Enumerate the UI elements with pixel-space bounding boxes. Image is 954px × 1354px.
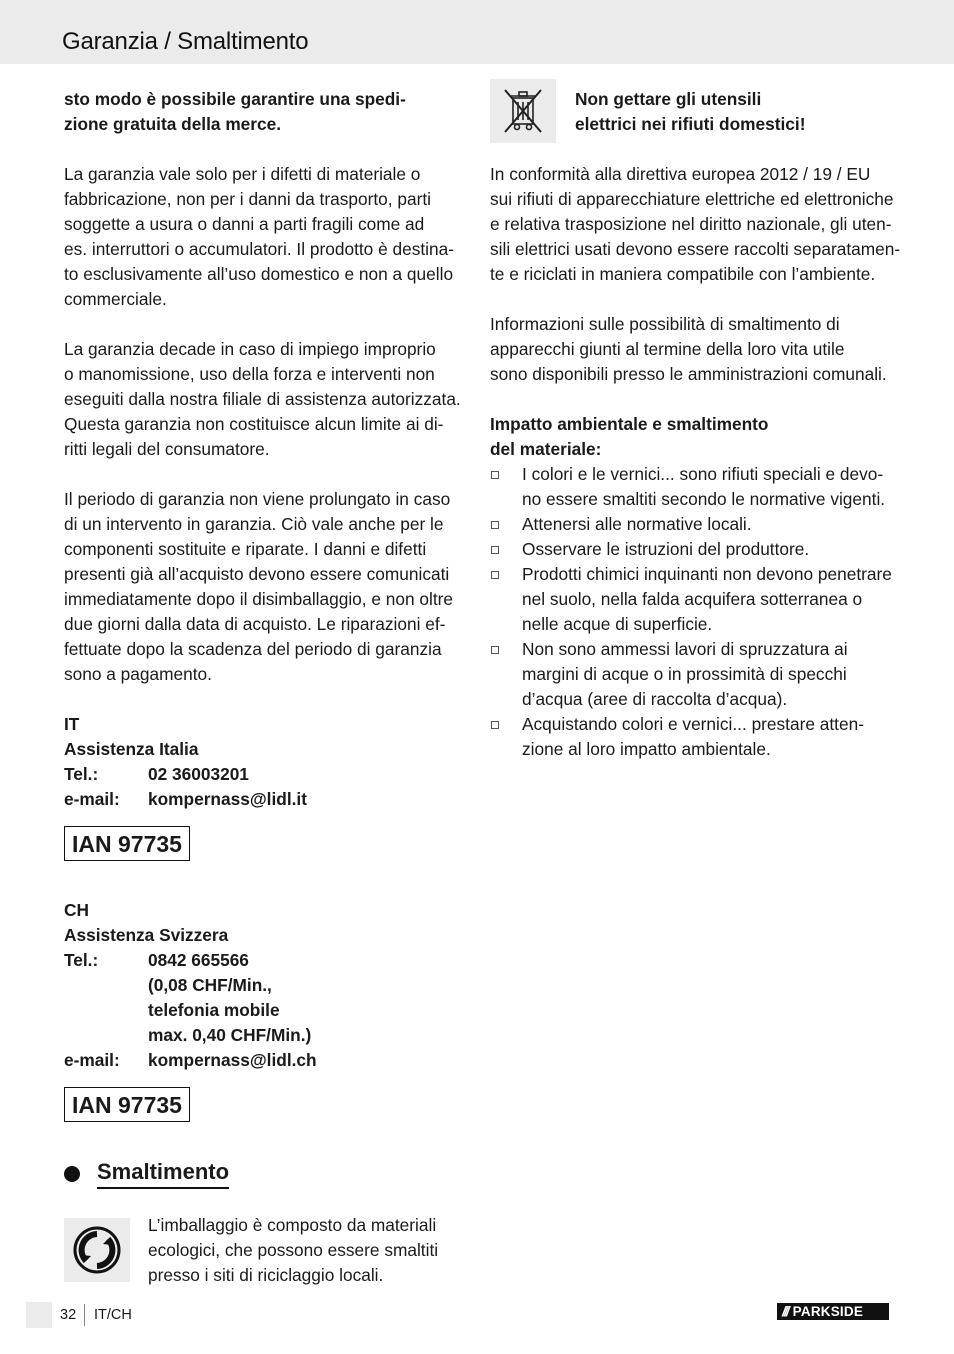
environment-list: [490, 462, 894, 762]
contact-country: IT: [64, 714, 80, 734]
disposal-heading: Smaltimento: [64, 1158, 229, 1189]
contact-switzerland: [64, 898, 466, 1073]
contact-phone-row: Tel.: 02 36003201: [64, 762, 466, 787]
left-column: [64, 87, 466, 1159]
crossed-bin-icon: [490, 79, 556, 143]
contact-email-row: e-mail: kompernass@lidl.it: [64, 787, 466, 812]
ian-box-ch: IAN 97735: [64, 1087, 190, 1122]
contact-phone: 0842 665566 (0,08 CHF/Min., telefonia mobile max. 0,40 CHF/Min.): [148, 950, 312, 1045]
warranty-paragraph-3: Il periodo di garanzia non viene prolungato in caso di un intervento in garanzia. Ciò vale anche per le componenti sostituite e riparate. I danni e difetti presenti già all’acquisto devono essere comunicati immediatamente dopo il disimballaggio, e non oltre due giorni dalla data di acquisto. Le riparazioni ef- fettuate dopo la scadenza del periodo di garanzia sono a pagamento.: [64, 489, 454, 684]
footer-language: IT/CH: [94, 1307, 132, 1323]
list-item: Attenersi alle normative locali.: [490, 512, 894, 537]
list-item: Prodotti chimici inquinanti non devono penetrare nel suolo, nella falda acquifera sotterranea o nelle acque di superficie.: [490, 562, 894, 637]
contact-service: Assistenza Italia: [64, 739, 199, 759]
logo-text: PARKSIDE: [792, 1304, 864, 1319]
contact-country: CH: [64, 900, 89, 920]
page-number: 32: [60, 1307, 77, 1323]
list-item: Acquistando colori e vernici... prestare atten- zione al loro impatto ambientale.: [490, 712, 894, 762]
contact-email: kompernass@lidl.it: [148, 789, 307, 809]
checkbox-square-icon: [491, 571, 499, 579]
page-title: Garanzia / Smaltimento: [62, 28, 309, 55]
logo-slashes: ///: [782, 1303, 788, 1319]
contact-phone: 02 36003201: [148, 764, 249, 784]
checkbox-square-icon: [491, 521, 499, 529]
footer-divider: [84, 1304, 85, 1326]
checkbox-square-icon: [491, 546, 499, 554]
warranty-paragraph-1: La garanzia vale solo per i difetti di materiale o fabbricazione, non per i danni da trasporto, parti soggette a usura o danni a parti fragili come ad es. interruttori o accumulatori. Il prodotto è destina- to esclusivamente all’uso domestico e non a quello commerciale.: [64, 164, 454, 309]
checkbox-square-icon: [491, 471, 499, 479]
contact-email-row: e-mail: kompernass@lidl.ch: [64, 1048, 466, 1073]
contact-phone-row: Tel.: 0842 665566 (0,08 CHF/Min., telefonia mobile max. 0,40 CHF/Min.): [64, 948, 466, 1048]
contact-italy: [64, 712, 466, 812]
contact-email: kompernass@lidl.ch: [148, 1050, 317, 1070]
list-item: I colori e le vernici... sono rifiuti speciali e devo- no essere smaltiti secondo le normative vigenti.: [490, 462, 894, 512]
packaging-text: L’imballaggio è composto da materiali ecologici, che possono essere smaltiti presso i siti di riciclaggio locali.: [148, 1215, 439, 1285]
bullet-dot-icon: [64, 1166, 80, 1182]
list-item: Osservare le istruzioni del produttore.: [490, 537, 894, 562]
intro-bold-text: sto modo è possibile garantire una spedi- zione gratuita della merce.: [64, 89, 406, 134]
parkside-logo: [777, 1303, 889, 1320]
contact-service: Assistenza Svizzera: [64, 925, 229, 945]
checkbox-square-icon: [491, 721, 499, 729]
right-column: [490, 162, 901, 762]
footer-marker: [26, 1302, 52, 1328]
weee-paragraph-1: In conformità alla direttiva europea 2012 / 19 / EU sui rifiuti di apparecchiature elettriche ed elettroniche e relativa trasposizione nel diritto nazionale, gli uten- sili elettrici usati devono essere raccolti separatamen- te e riciclati in maniera compatibile con l’ambiente.: [490, 164, 901, 284]
weee-heading: Non gettare gli utensili elettrici nei rifiuti domestici!: [575, 89, 806, 134]
environment-heading: Impatto ambientale e smaltimento del materiale:: [490, 414, 769, 459]
green-dot-recycling-icon: [64, 1218, 130, 1282]
list-item: Non sono ammessi lavori di spruzzatura ai margini di acque o in prossimità di specchi d’acqua (aree di raccolta d’acqua).: [490, 637, 894, 712]
ian-box-it: IAN 97735: [64, 826, 190, 861]
warranty-paragraph-2: La garanzia decade in caso di impiego improprio o manomissione, uso della forza e interventi non eseguiti dalla nostra filiale di assistenza autorizzata. Questa garanzia non costituisce alcun limite ai di- ritti legali del consumatore.: [64, 339, 461, 459]
weee-paragraph-2: Informazioni sulle possibilità di smaltimento di apparecchi giunti al termine della loro vita utile sono disponibili presso le amministrazioni comunali.: [490, 314, 887, 384]
checkbox-square-icon: [491, 646, 499, 654]
